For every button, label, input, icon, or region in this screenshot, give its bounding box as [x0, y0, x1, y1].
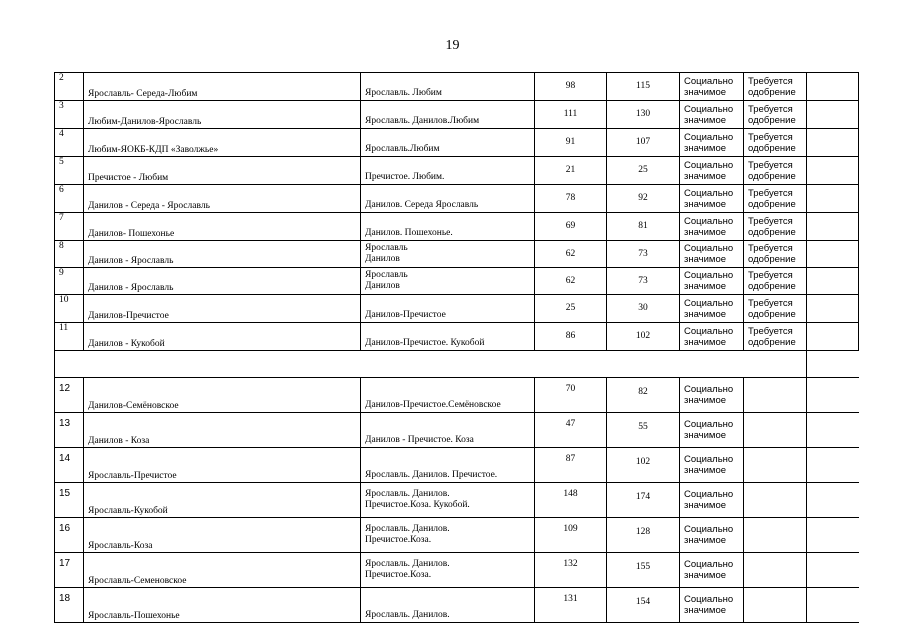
- route-stop-line: Данилов-Пречистое: [365, 310, 446, 320]
- routes-section-b: [55, 378, 859, 623]
- approval-cell: [744, 588, 807, 623]
- route-stop-line: Ярославль. Данилов.: [365, 489, 450, 499]
- value-1-cell: 87: [535, 448, 607, 483]
- separator-tail: [807, 351, 859, 378]
- value-1-cell: 91: [535, 129, 607, 157]
- route-stop-line: Пречистое. Любим.: [365, 172, 445, 182]
- value-2-cell: 73: [607, 241, 680, 268]
- route-name-cell: Данилов-Пречистое: [84, 295, 361, 323]
- empty-cell: [807, 323, 859, 351]
- table-row: [55, 323, 859, 351]
- empty-cell: [807, 101, 859, 129]
- section-separator: [55, 351, 859, 378]
- route-type-cell: Социально значимое: [680, 553, 744, 588]
- value-1-cell: 70: [535, 378, 607, 413]
- value-2-cell: 154: [607, 588, 680, 623]
- routes-table: [54, 72, 859, 623]
- table-row: [55, 553, 859, 588]
- approval-cell: Требуется одобрение: [744, 185, 807, 213]
- route-number-cell: 5: [55, 157, 84, 185]
- value-1-cell: 148: [535, 483, 607, 518]
- route-type-cell: Социально значимое: [680, 483, 744, 518]
- table-row: [55, 448, 859, 483]
- table-row: [55, 268, 859, 295]
- route-type-cell: Социально значимое: [680, 323, 744, 351]
- empty-cell: [807, 268, 859, 295]
- route-type-cell: Социально значимое: [680, 268, 744, 295]
- route-number-cell: 9: [55, 268, 84, 295]
- value-1-cell: 62: [535, 241, 607, 268]
- empty-cell: [807, 448, 859, 483]
- empty-cell: [807, 518, 859, 553]
- separator-cell: [55, 351, 807, 378]
- value-1-cell: 78: [535, 185, 607, 213]
- route-stops-cell: [361, 241, 535, 268]
- table-row: [55, 73, 859, 101]
- route-number-cell: 14: [55, 448, 84, 483]
- route-name-cell: Ярославль-Кукобой: [84, 483, 361, 518]
- value-2-cell: 82: [607, 378, 680, 413]
- approval-cell: Требуется одобрение: [744, 241, 807, 268]
- value-1-cell: 21: [535, 157, 607, 185]
- route-type-cell: Социально значимое: [680, 588, 744, 623]
- approval-cell: Требуется одобрение: [744, 268, 807, 295]
- route-number-cell: 7: [55, 213, 84, 241]
- value-2-cell: 81: [607, 213, 680, 241]
- value-2-cell: 102: [607, 323, 680, 351]
- route-stop-line: Данилов-Пречистое. Кукобой: [365, 338, 485, 348]
- route-name-cell: Ярославль-Пошехонье: [84, 588, 361, 623]
- route-number-cell: 6: [55, 185, 84, 213]
- table-row: [55, 295, 859, 323]
- value-2-cell: 107: [607, 129, 680, 157]
- approval-cell: Требуется одобрение: [744, 101, 807, 129]
- route-name-cell: Данилов-Семёновское: [84, 378, 361, 413]
- route-stop-line: Ярославль. Данилов.: [365, 610, 450, 620]
- route-stop-line: Данилов: [365, 281, 400, 291]
- route-name-cell: Ярославль-Семеновское: [84, 553, 361, 588]
- route-stop-line: Ярославль.Любим: [365, 144, 440, 154]
- route-name-cell: Данилов - Кукобой: [84, 323, 361, 351]
- value-2-cell: 30: [607, 295, 680, 323]
- route-stop-line: Данилов: [365, 254, 400, 264]
- approval-cell: [744, 483, 807, 518]
- value-2-cell: 55: [607, 413, 680, 448]
- route-number-cell: 8: [55, 241, 84, 268]
- empty-cell: [807, 413, 859, 448]
- route-stop-line: Данилов - Пречистое. Коза: [365, 435, 474, 445]
- route-type-cell: Социально значимое: [680, 518, 744, 553]
- empty-cell: [807, 213, 859, 241]
- empty-cell: [807, 241, 859, 268]
- route-stop-line: Пречистое.Коза.: [365, 570, 432, 580]
- table-row: [55, 518, 859, 553]
- value-2-cell: 128: [607, 518, 680, 553]
- table-row: [55, 213, 859, 241]
- value-2-cell: 174: [607, 483, 680, 518]
- route-stop-line: Пречистое.Коза.: [365, 535, 432, 545]
- value-1-cell: 25: [535, 295, 607, 323]
- table-row: [55, 185, 859, 213]
- route-number-cell: 18: [55, 588, 84, 623]
- route-stop-line: Ярославль. Данилов.: [365, 559, 450, 569]
- route-stop-line: Данилов. Пошехонье.: [365, 228, 453, 238]
- route-stops-cell: [361, 129, 535, 157]
- empty-cell: [807, 378, 859, 413]
- value-2-cell: 102: [607, 448, 680, 483]
- route-type-cell: Социально значимое: [680, 129, 744, 157]
- separator-row: [55, 351, 859, 378]
- value-1-cell: 69: [535, 213, 607, 241]
- value-1-cell: 111: [535, 101, 607, 129]
- routes-section-a: [55, 73, 859, 351]
- empty-cell: [807, 588, 859, 623]
- table-row: [55, 157, 859, 185]
- table-row: [55, 241, 859, 268]
- route-name-cell: Ярославль-Коза: [84, 518, 361, 553]
- value-1-cell: 98: [535, 73, 607, 101]
- value-1-cell: 131: [535, 588, 607, 623]
- empty-cell: [807, 295, 859, 323]
- route-type-cell: Социально значимое: [680, 413, 744, 448]
- route-stops-cell: [361, 448, 535, 483]
- value-1-cell: 86: [535, 323, 607, 351]
- table-row: [55, 413, 859, 448]
- route-stops-cell: [361, 518, 535, 553]
- value-2-cell: 115: [607, 73, 680, 101]
- table-row: [55, 483, 859, 518]
- route-stops-cell: [361, 101, 535, 129]
- route-stops-cell: [361, 157, 535, 185]
- approval-cell: Требуется одобрение: [744, 73, 807, 101]
- route-type-cell: Социально значимое: [680, 213, 744, 241]
- route-number-cell: 13: [55, 413, 84, 448]
- route-name-cell: Ярославль-Пречистое: [84, 448, 361, 483]
- table-row: [55, 129, 859, 157]
- route-type-cell: Социально значимое: [680, 448, 744, 483]
- approval-cell: [744, 378, 807, 413]
- route-number-cell: 16: [55, 518, 84, 553]
- approval-cell: [744, 448, 807, 483]
- value-2-cell: 130: [607, 101, 680, 129]
- approval-cell: [744, 553, 807, 588]
- route-stops-cell: [361, 268, 535, 295]
- value-1-cell: 132: [535, 553, 607, 588]
- route-stop-line: Данилов-Пречистое.Семёновское: [365, 400, 501, 410]
- approval-cell: [744, 413, 807, 448]
- route-stops-cell: [361, 483, 535, 518]
- route-name-cell: Данилов - Ярославль: [84, 241, 361, 268]
- route-type-cell: Социально значимое: [680, 157, 744, 185]
- route-number-cell: 3: [55, 101, 84, 129]
- route-stops-cell: [361, 378, 535, 413]
- route-type-cell: Социально значимое: [680, 295, 744, 323]
- route-name-cell: Любим-Данилов-Ярославль: [84, 101, 361, 129]
- approval-cell: Требуется одобрение: [744, 213, 807, 241]
- route-stops-cell: [361, 73, 535, 101]
- empty-cell: [807, 157, 859, 185]
- value-1-cell: 62: [535, 268, 607, 295]
- route-name-cell: Данилов - Коза: [84, 413, 361, 448]
- route-type-cell: Социально значимое: [680, 185, 744, 213]
- page-number: 19: [445, 38, 460, 53]
- empty-cell: [807, 185, 859, 213]
- approval-cell: Требуется одобрение: [744, 157, 807, 185]
- table-row: [55, 378, 859, 413]
- value-2-cell: 73: [607, 268, 680, 295]
- route-stop-line: Данилов. Середа Ярославль: [365, 200, 479, 210]
- approval-cell: Требуется одобрение: [744, 129, 807, 157]
- route-number-cell: 11: [55, 323, 84, 351]
- route-type-cell: Социально значимое: [680, 73, 744, 101]
- route-stop-line: Ярославль. Данилов. Пречистое.: [365, 470, 498, 480]
- value-2-cell: 25: [607, 157, 680, 185]
- route-number-cell: 2: [55, 73, 84, 101]
- route-number-cell: 15: [55, 483, 84, 518]
- route-stop-line: Ярославль. Данилов.Любим: [365, 116, 480, 126]
- route-stops-cell: [361, 323, 535, 351]
- route-stops-cell: [361, 185, 535, 213]
- route-stops-cell: [361, 588, 535, 623]
- value-2-cell: 155: [607, 553, 680, 588]
- route-stop-line: Ярославль: [365, 270, 408, 280]
- route-name-cell: Любим-ЯОКБ-КДП «Заволжье»: [84, 129, 361, 157]
- route-type-cell: Социально значимое: [680, 378, 744, 413]
- route-stop-line: Пречистое.Коза. Кукобой.: [365, 500, 470, 510]
- route-stops-cell: [361, 413, 535, 448]
- approval-cell: [744, 518, 807, 553]
- route-stops-cell: [361, 553, 535, 588]
- route-name-cell: Данилов - Ярославль: [84, 268, 361, 295]
- empty-cell: [807, 553, 859, 588]
- route-stop-line: Ярославль. Любим: [365, 88, 442, 98]
- route-stops-cell: [361, 295, 535, 323]
- route-stop-line: Ярославль. Данилов.: [365, 524, 450, 534]
- route-number-cell: 4: [55, 129, 84, 157]
- route-name-cell: Ярославль- Середа-Любим: [84, 73, 361, 101]
- table-row: [55, 101, 859, 129]
- route-type-cell: Социально значимое: [680, 241, 744, 268]
- approval-cell: Требуется одобрение: [744, 295, 807, 323]
- route-name-cell: Данилов- Пошехонье: [84, 213, 361, 241]
- route-number-cell: 12: [55, 378, 84, 413]
- route-name-cell: Данилов - Середа - Ярославль: [84, 185, 361, 213]
- table-row: [55, 588, 859, 623]
- route-number-cell: 10: [55, 295, 84, 323]
- route-type-cell: Социально значимое: [680, 101, 744, 129]
- route-name-cell: Пречистое - Любим: [84, 157, 361, 185]
- value-1-cell: 47: [535, 413, 607, 448]
- empty-cell: [807, 73, 859, 101]
- route-number-cell: 17: [55, 553, 84, 588]
- empty-cell: [807, 483, 859, 518]
- value-1-cell: 109: [535, 518, 607, 553]
- route-stops-cell: [361, 213, 535, 241]
- route-stop-line: Ярославль: [365, 243, 408, 253]
- value-2-cell: 92: [607, 185, 680, 213]
- empty-cell: [807, 129, 859, 157]
- approval-cell: Требуется одобрение: [744, 323, 807, 351]
